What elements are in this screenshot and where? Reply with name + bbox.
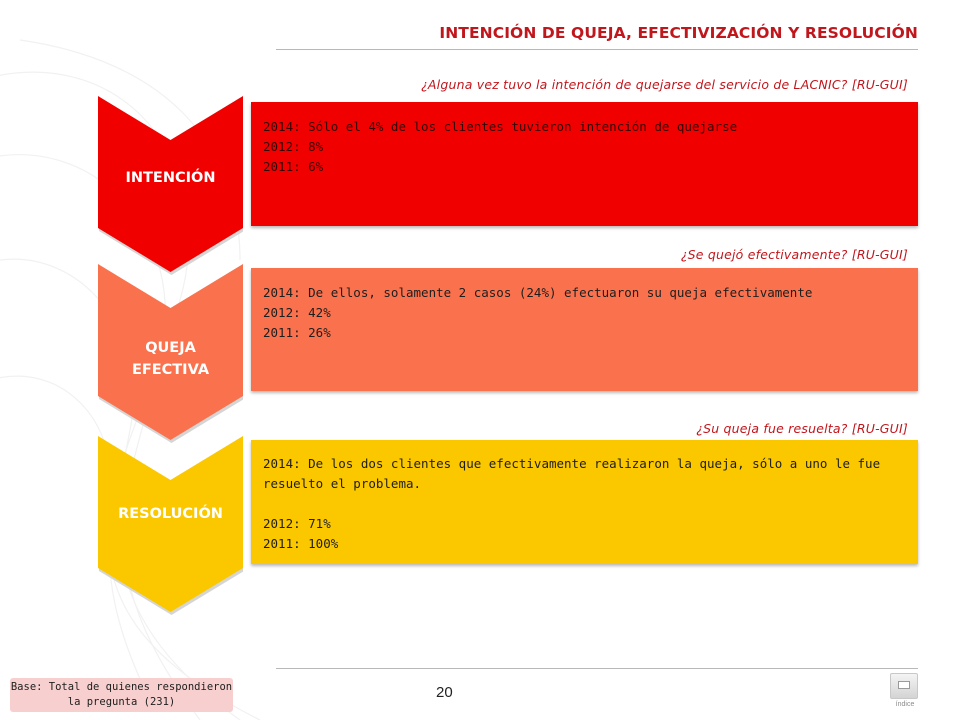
box-line <box>263 494 904 514</box>
info-box-resolucion <box>251 440 918 564</box>
base-note: Base: Total de quienes respondieron la pregunta (231) <box>10 678 233 712</box>
question-queja-efectiva: ¿Se quejó efectivamente? [RU-GUI] <box>680 247 908 262</box>
index-link[interactable]: índice <box>895 701 915 708</box>
index-icon <box>898 681 910 689</box>
page-number: 20 <box>436 684 453 701</box>
box-line: 2011: 6% <box>263 159 324 174</box>
footer-divider <box>276 668 918 669</box>
box-line: 2014: De los dos clientes que efectivamente realizaron la queja, sólo a uno le fue resuelto el problema. <box>263 456 888 491</box>
info-box-intencion <box>251 102 918 226</box>
chevron-queja-efectiva <box>98 264 243 444</box>
box-line: 2011: 100% <box>263 536 339 551</box>
box-line: 2011: 26% <box>263 325 331 340</box>
index-button-icon[interactable] <box>890 673 918 699</box>
chevron-label-intencion: INTENCIÓN <box>125 170 216 186</box>
box-line: 2012: 71% <box>263 516 331 531</box>
chevron-resolucion <box>98 436 243 616</box>
chevron-label-queja-efectiva: QUEJA EFECTIVA <box>131 340 210 378</box>
page-title: INTENCIÓN DE QUEJA, EFECTIVIZACIÓN Y RESOLUCIÓN <box>439 24 918 42</box>
title-divider <box>276 49 918 50</box>
box-line: 2014: De ellos, solamente 2 casos (24%) efectuaron su queja efectivamente <box>263 285 813 300</box>
chevron-label-resolucion: RESOLUCIÓN <box>118 506 223 522</box>
chevron-intencion <box>98 96 243 276</box>
info-box-queja-efectiva <box>251 268 918 391</box>
question-intencion: ¿Alguna vez tuvo la intención de quejarse del servicio de LACNIC? [RU-GUI] <box>421 77 908 92</box>
box-line: 2012: 8% <box>263 139 324 154</box>
box-line: 2012: 42% <box>263 305 331 320</box>
box-line: 2014: Sólo el 4% de los clientes tuvieron intención de quejarse <box>263 119 738 134</box>
question-resolucion: ¿Su queja fue resuelta? [RU-GUI] <box>696 421 908 436</box>
